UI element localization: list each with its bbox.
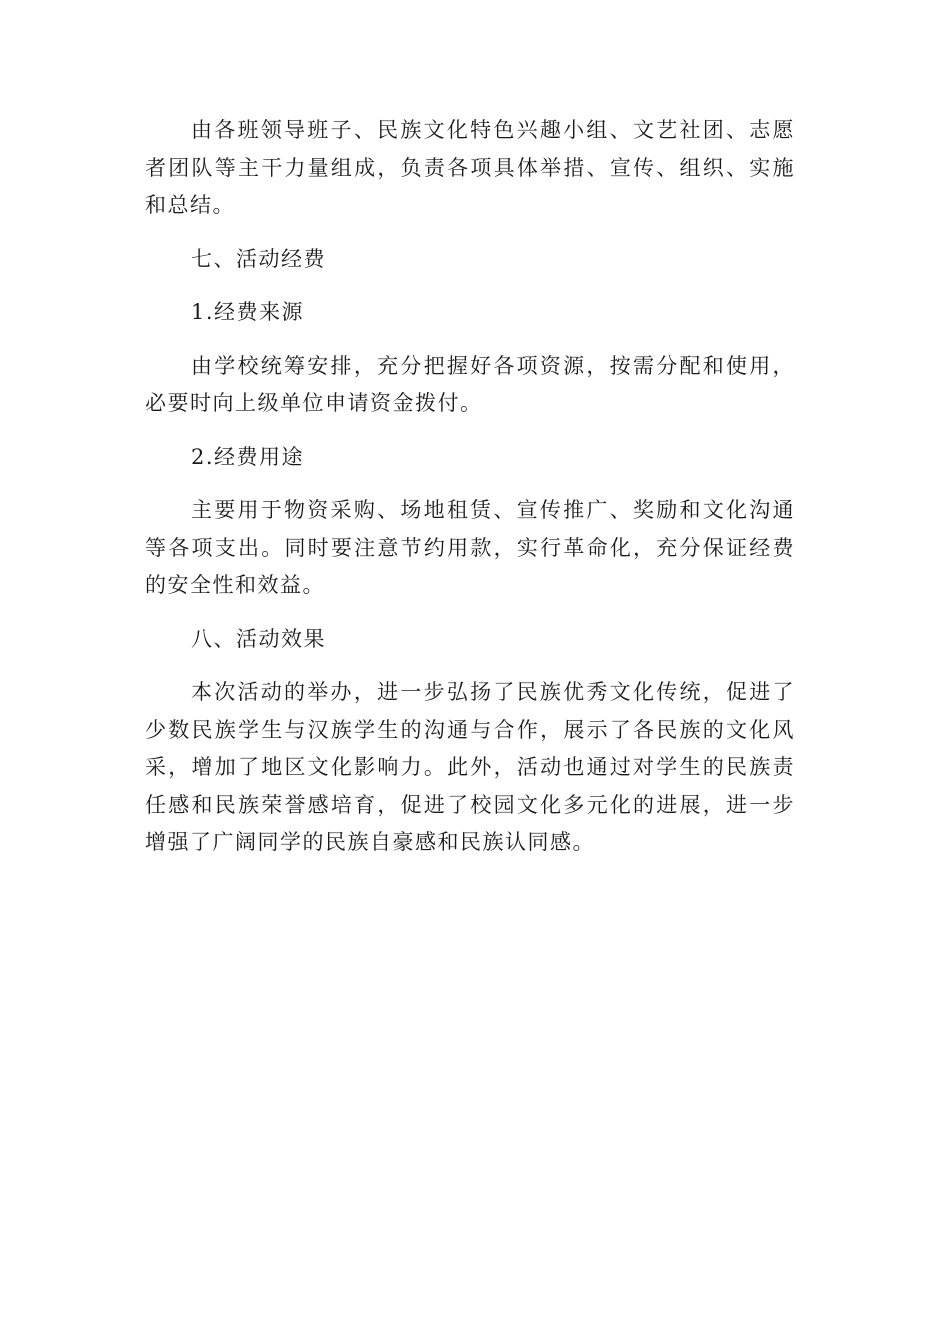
paragraph-activity-effect: 本次活动的举办，进一步弘扬了民族优秀文化传统，促进了少数民族学生与汉族学生的沟通与合作，展示了各民族的文化风采，增加了地区文化影响力。此外，活动也通过对学生的民族责任感和民族荣誉感培育，促进了校园文化多元化的进展，进一步增强了广阔同学的民族自豪感和民族认同感。: [145, 680, 795, 854]
paragraph-funding-usage: 主要用于物资采购、场地租赁、宣传推广、奖励和文化沟通等各项支出。同时要注意节约用款，实行革命化，充分保证经费的安全性和效益。: [145, 498, 795, 597]
paragraph-gap: [145, 332, 795, 348]
heading-activity-effect: 八、活动效果: [191, 626, 326, 651]
heading-activity-funding: 七、活动经费: [191, 246, 326, 271]
paragraph-funding-source: 由学校统筹安排，充分把握好各项资源，按需分配和使用，必要时向上级单位申请资金拨付。: [145, 353, 795, 415]
paragraph-gap: [145, 476, 795, 492]
heading-funding-usage: 2.经费用途: [191, 444, 305, 469]
heading-funding-source: 1.经费来源: [191, 300, 305, 324]
paragraph-gap: [145, 225, 795, 241]
paragraph-gap: [145, 423, 795, 439]
paragraph-gap: [145, 605, 795, 621]
paragraph-team-composition: 由各班领导班子、民族文化特色兴趣小组、文艺社团、志愿者团队等主干力量组成，负责各项具体举措、宣传、组织、实施和总结。: [145, 118, 795, 217]
paragraph-gap: [145, 658, 795, 674]
paragraph-gap: [145, 278, 795, 294]
document-body: [145, 112, 795, 862]
